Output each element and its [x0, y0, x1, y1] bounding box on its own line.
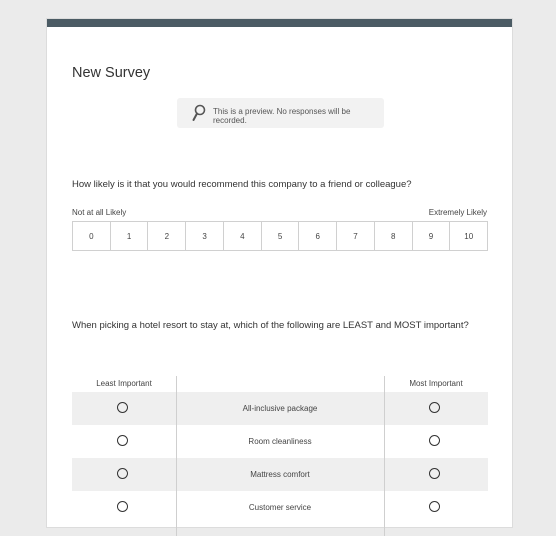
maxdiff-table	[72, 376, 488, 524]
nps-option-4[interactable]: 4	[223, 222, 261, 250]
nps-option-1[interactable]: 1	[110, 222, 148, 250]
survey-header-bar	[47, 19, 512, 27]
most-radio-all-inclusive[interactable]	[429, 402, 440, 413]
maxdiff-header	[72, 376, 488, 392]
most-radio-mattress-comfort[interactable]	[429, 468, 440, 479]
most-radio-room-cleanliness[interactable]	[429, 435, 440, 446]
column-divider-left	[176, 376, 177, 536]
maxdiff-item-label: Customer service	[248, 503, 312, 512]
maxdiff-item-label: Mattress comfort	[250, 470, 310, 479]
preview-notice	[177, 98, 384, 128]
least-important-header: Least Important	[96, 379, 152, 388]
maxdiff-row	[72, 392, 488, 425]
least-radio-room-cleanliness[interactable]	[117, 435, 128, 446]
least-radio-mattress-comfort[interactable]	[117, 468, 128, 479]
scale-low-label: Not at all Likely	[72, 208, 127, 217]
least-radio-all-inclusive[interactable]	[117, 402, 128, 413]
most-important-header: Most Important	[409, 379, 463, 388]
maxdiff-row	[72, 425, 488, 458]
preview-notice-text: This is a preview. No responses will be recorded.	[213, 107, 351, 125]
nps-option-3[interactable]: 3	[185, 222, 223, 250]
magnifier-icon	[192, 104, 206, 122]
scale-high-label: Extremely Likely	[428, 208, 487, 217]
nps-option-8[interactable]: 8	[374, 222, 412, 250]
nps-option-7[interactable]: 7	[336, 222, 374, 250]
nps-option-9[interactable]: 9	[412, 222, 450, 250]
maxdiff-row	[72, 491, 488, 524]
question-1-text: How likely is it that you would recommend this company to a friend or colleague?	[72, 179, 412, 190]
survey-title: New Survey	[72, 65, 151, 81]
question-2-text: When picking a hotel resort to stay at, which of the following are LEAST and MOST important?	[72, 320, 469, 331]
nps-scale	[72, 221, 488, 251]
most-radio-customer-service[interactable]	[429, 501, 440, 512]
maxdiff-item-label: Room cleanliness	[248, 437, 312, 446]
column-divider-right	[384, 376, 385, 536]
maxdiff-item-label: All-inclusive package	[242, 404, 318, 413]
nps-option-10[interactable]: 10	[449, 222, 487, 250]
least-radio-customer-service[interactable]	[117, 501, 128, 512]
nps-option-6[interactable]: 6	[298, 222, 336, 250]
nps-option-2[interactable]: 2	[147, 222, 185, 250]
survey-card	[46, 18, 513, 528]
nps-option-0[interactable]: 0	[89, 231, 94, 241]
nps-option-5[interactable]: 5	[261, 222, 299, 250]
maxdiff-row	[72, 458, 488, 491]
